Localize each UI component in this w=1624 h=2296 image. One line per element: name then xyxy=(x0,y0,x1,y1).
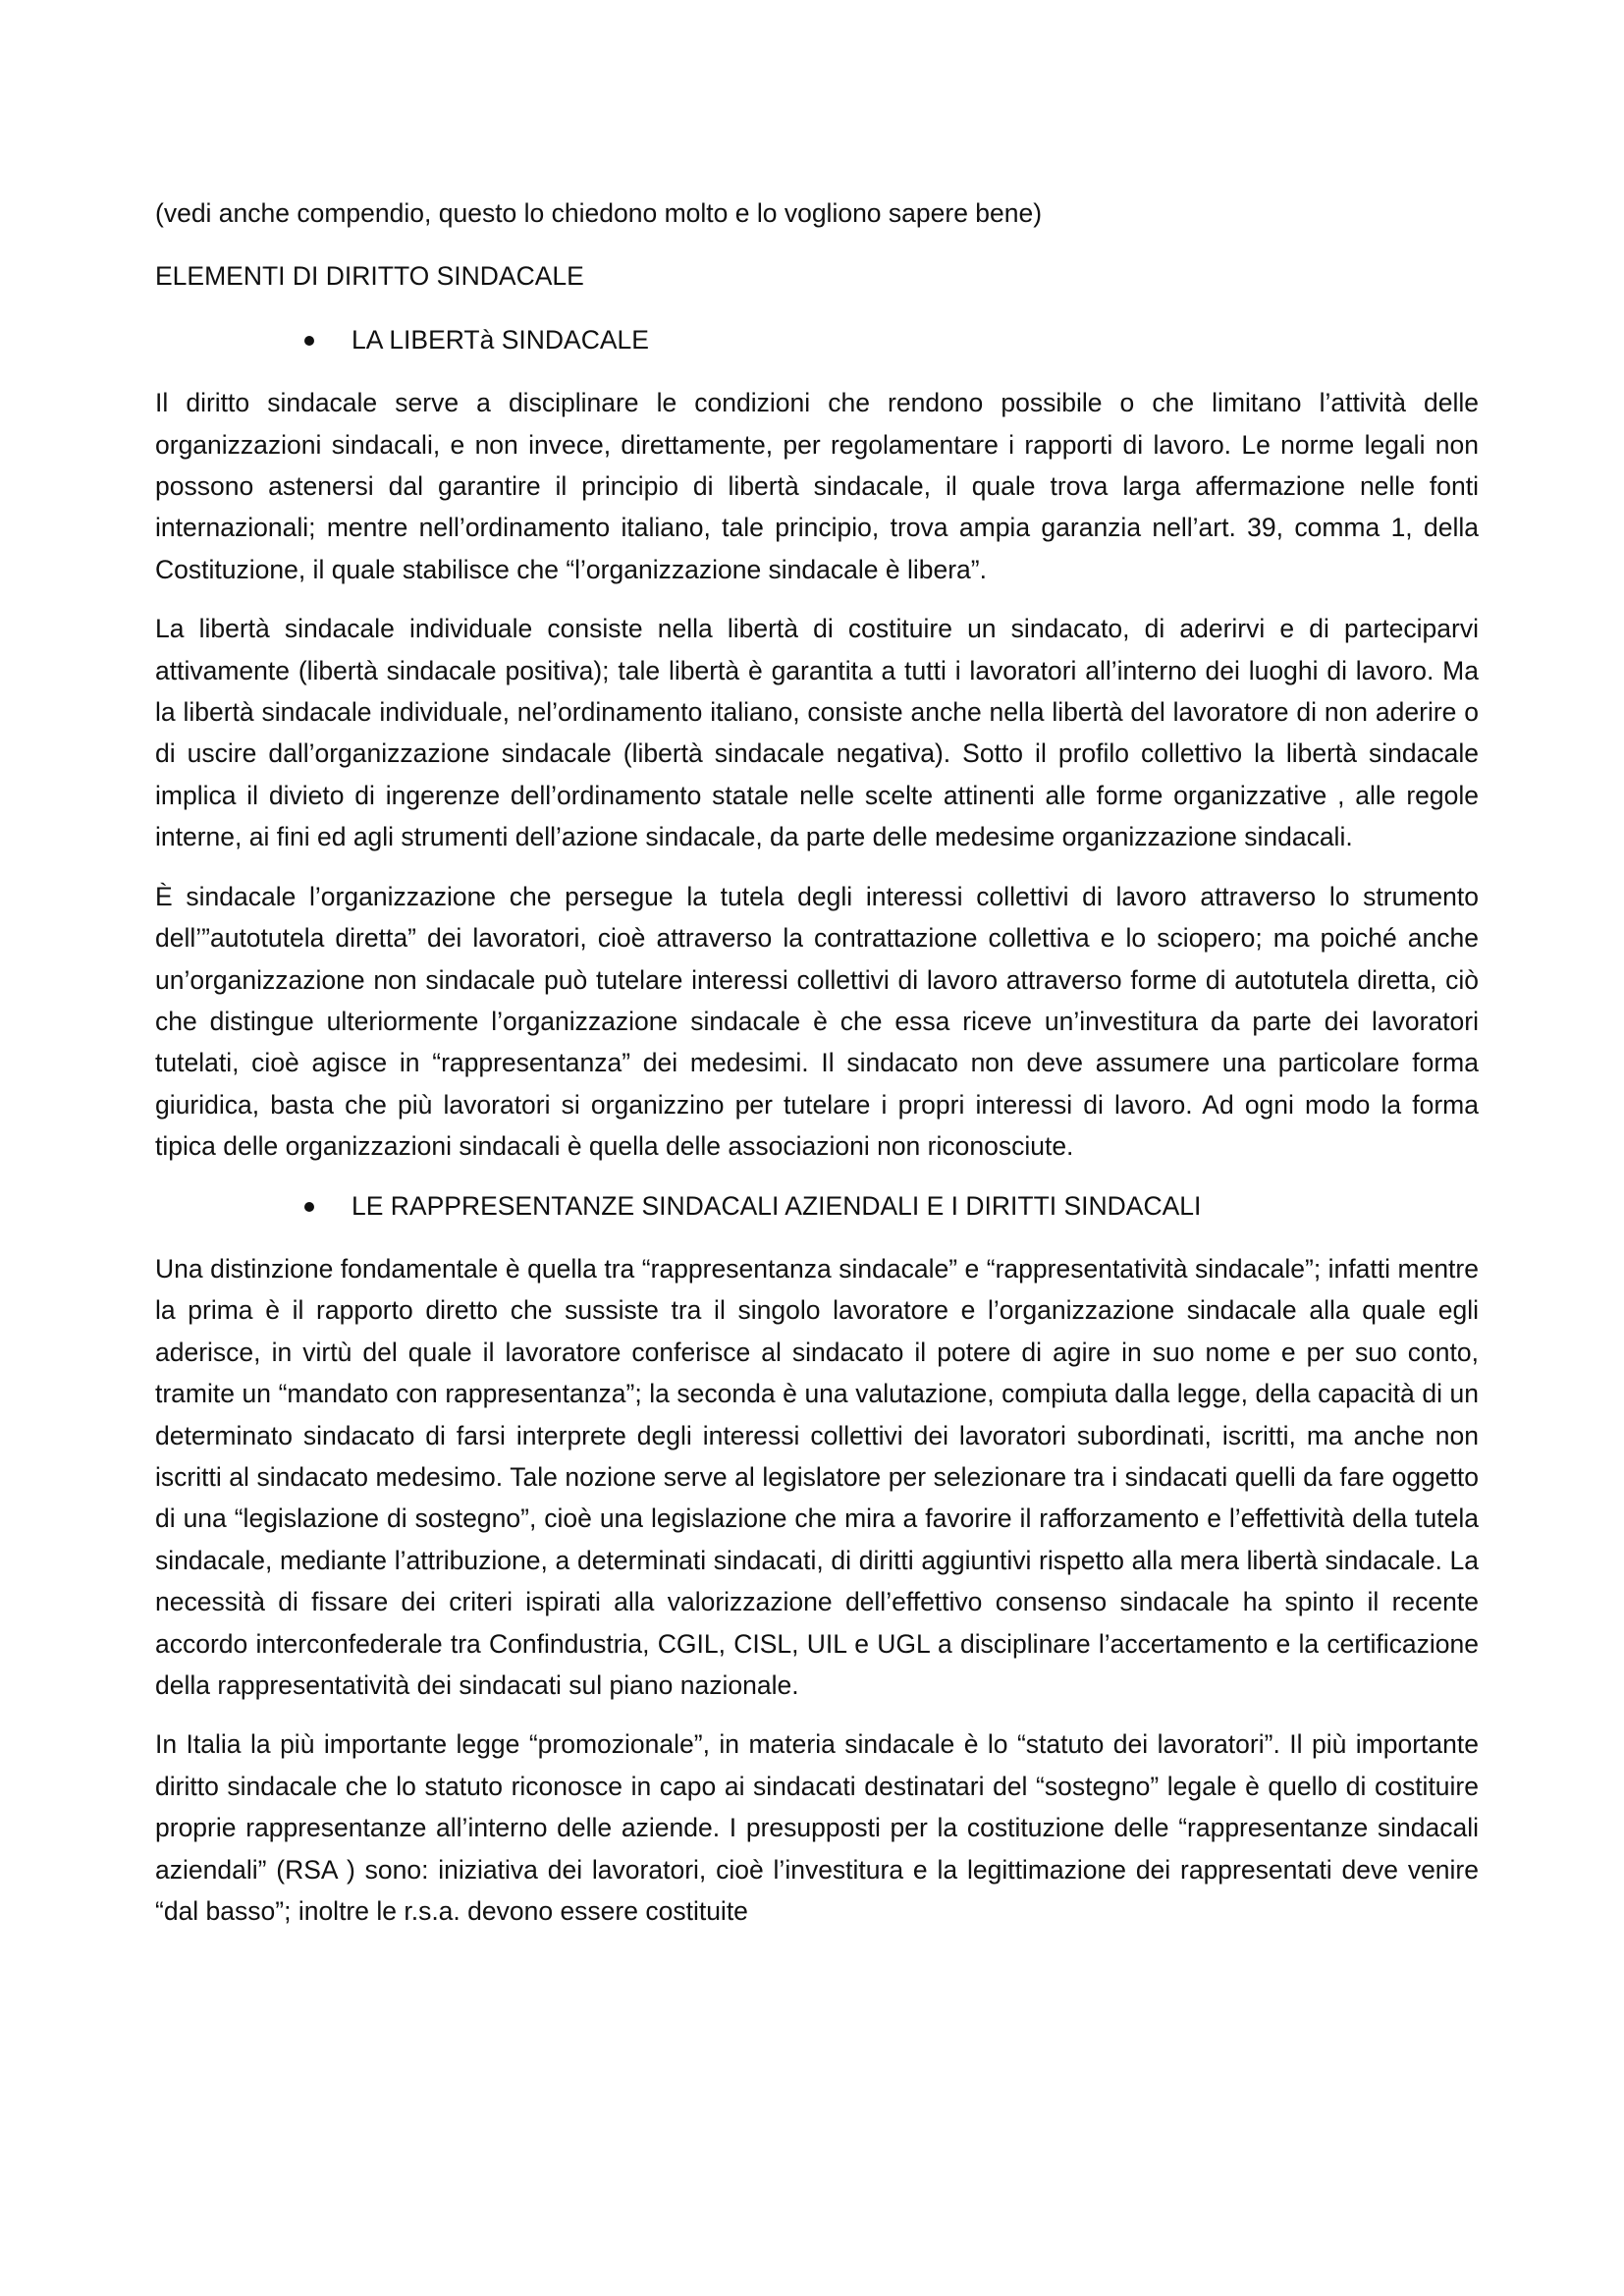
intro-note: (vedi anche compendio, questo lo chiedono molto e lo vogliono sapere bene) xyxy=(155,198,1043,228)
bullet-dot-icon xyxy=(304,1202,314,1212)
paragraph: La libertà sindacale individuale consiste nella libertà di costituire un sindacato, di aderirvi e di parteciparvi attivamente (libertà sindacale positiva); tale libertà è garantita a tutti i lavoratori all’interno dei luoghi di lavoro. Ma la libertà sindacale individuale, nel’ordinamento italiano, consiste anche nella libertà del lavoratore di non aderire o di uscire dall’organizzazione sindacale (libertà sindacale negativa). Sotto il profilo collettivo la libertà sindacale implica il divieto di ingerenze dell’ordinamento statale nelle scelte attinenti alle forme organizzative , alle regole interne, ai fini ed agli strumenti dell’azione sindacale, da parte delle medesime organizzazione sindacali. xyxy=(155,614,1479,852)
paragraph: Una distinzione fondamentale è quella tra “rappresentanza sindacale” e “rappresentatività sindacale”; infatti mentre la prima è il rapporto diretto che sussiste tra il singolo lavoratore e l’organizzazione sindacale alla quale egli aderisce, in virtù del quale il lavoratore conferisce al sindacato il potere di agire in suo nome e per suo conto, tramite un “mandato con rappresentanza”; la seconda è una valutazione, compiuta dalla legge, della capacità di un determinato sindacato di farsi interprete degli interessi collettivi dei lavoratori subordinati, iscritti, ma anche non iscritti al sindacato medesimo. Tale nozione serve al legislatore per selezionare tra i sindacati quelli da fare oggetto di una “legislazione di sostegno”, cioè una legislazione che mira a favorire il rafforzamento e l’effettività della tutela sindacale, mediante l’attribuzione, a determinati sindacati, di diritti aggiuntivi rispetto alla mera libertà sindacale. La necessità di fissare dei criteri ispirati alla valorizzazione dell’effettivo consenso sindacale ha spinto il recente accordo interconfederale tra Confindustria, CGIL, CISL, UIL e UGL a disciplinare l’accertamento e la certificazione della rappresentatività dei sindacati sul piano nazionale. xyxy=(155,1253,1479,1700)
section-heading-text: LE RAPPRESENTANZE SINDACALI AZIENDALI E I DIRITTI SINDACALI xyxy=(352,1190,1202,1221)
document-title: ELEMENTI DI DIRITTO SINDACALE xyxy=(155,261,584,292)
bullet-dot-icon xyxy=(304,336,314,346)
paragraph: È sindacale l’organizzazione che persegue la tutela degli interessi collettivi di lavoro attraverso lo strumento dell’”autotutela diretta” dei lavoratori, cioè attraverso la contrattazione collettiva e lo sciopero; ma poiché anche un’organizzazione non sindacale può tutelare interessi collettivi di lavoro attraverso forme di autotutela diretta, ciò che distingue ulteriormente l’organizzazione sindacale è che essa riceve un’investitura da parte dei lavoratori tutelati, cioè agisce in “rappresentanza” dei medesimi. Il sindacato non deve assumere una particolare forma giuridica, basta che più lavoratori si organizzino per tutelare i propri interessi di lavoro. Ad ogni modo la forma tipica delle organizzazioni sindacali è quella delle associazioni non riconosciute. xyxy=(155,881,1479,1162)
paragraph: In Italia la più importante legge “promozionale”, in materia sindacale è lo “statuto dei lavoratori”. Il più importante diritto sindacale che lo statuto riconosce in capo ai sindacati destinatari del “sostegno” legale è quello di costituire proprie rappresentanze all’interno delle aziende. I presupposti per la costituzione delle “rappresentanze sindacali aziendali” (RSA ) sono: iniziativa dei lavoratori, cioè l’investitura e la legittimazione dei rappresentati deve venire “dal basso”; inoltre le r.s.a. devono essere costituite xyxy=(155,1729,1479,1927)
section-heading-liberta-sindacale xyxy=(155,319,1479,360)
paragraph: Il diritto sindacale serve a disciplinare le condizioni che rendono possibile o che limitano l’attività delle organizzazioni sindacali, e non invece, direttamente, per regolamentare i rapporti di lavoro. Le norme legali non possono astenersi dal garantire il principio di libertà sindacale, il quale trova larga affermazione nelle fonti internazionali; mentre nell’ordinamento italiano, tale principio, trova ampia garanzia nell’art. 39, comma 1, della Costituzione, il quale stabilisce che “l’organizzazione sindacale è libera”. xyxy=(155,388,1479,584)
section-heading-text: LA LIBERTà SINDACALE xyxy=(352,324,649,355)
section-heading-rappresentanze xyxy=(155,1185,1479,1227)
document-body xyxy=(155,192,1479,1949)
